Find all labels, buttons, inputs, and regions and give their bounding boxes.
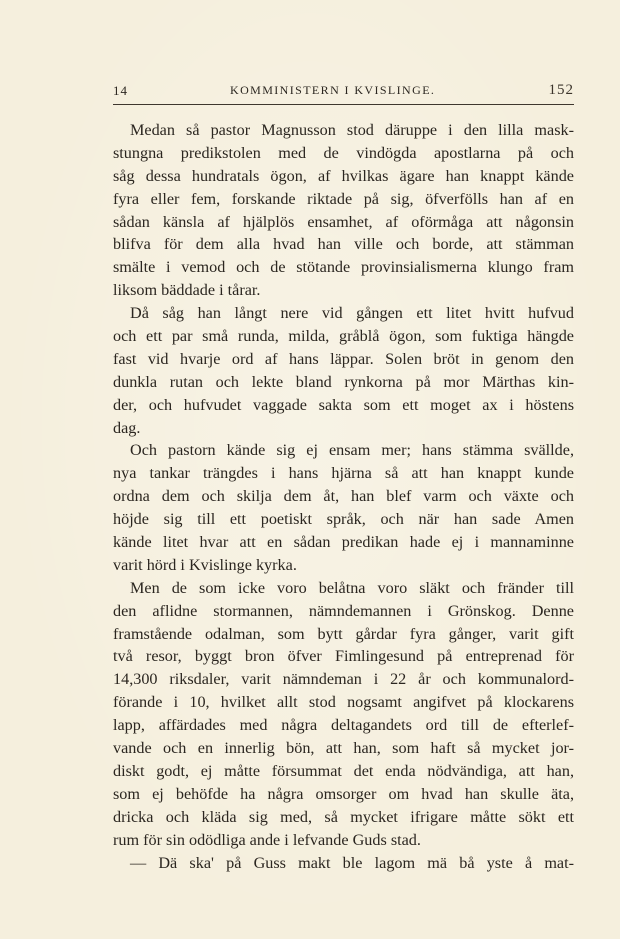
text-line: förande i 10, hvilket allt stod nogsamt angifvet på klockarens	[113, 693, 574, 712]
text-line: diskt godt, ej måtte försummat det enda nödvändiga, att han,	[113, 761, 574, 780]
text-line: två resor, byggt bron öfver Fimlingesund på entreprenad för	[113, 647, 574, 666]
running-header	[113, 82, 574, 104]
text-line: lapp, affärdades med några deltagandets ord till de efterlef-	[113, 716, 574, 735]
text-line: fast vid hvarje ord af hans läppar. Solen bröt in genom den	[113, 349, 574, 368]
text-line: höjde sig till ett poetiskt språk, och när han sade Amen	[113, 510, 574, 529]
text-line: såg dessa hundratals ögon, af hvilkas ägare han knappt kände	[113, 166, 574, 185]
text-line: sådan känsla af hjälplös ensamhet, af oförmåga att någonsin	[113, 212, 574, 231]
text-line: vande och en innerlig bön, att han, som haft så mycket jor-	[113, 739, 574, 758]
text-line: ordna dem och skilja dem åt, han blef varm och växte och	[113, 487, 574, 506]
running-title: KOMMINISTERN I KVISLINGE.	[230, 83, 436, 97]
text-line: der, och hufvudet vaggade sakta som ett moget ax i höstens	[113, 395, 574, 414]
text-line: blifva för dem alla hvad han ville och borde, att stämman	[113, 235, 574, 254]
text-line: smälte i vemod och de stötande provinsialismerna klungo fram	[113, 258, 574, 277]
text-line: dunkla rutan och lekte bland rynkorna på mor Märthas kin-	[113, 372, 574, 391]
text-line: liksom bäddade i tårar.	[113, 281, 261, 300]
text-line: som ej behöfde ha några omsorger om hvad han skulle äta,	[113, 784, 574, 803]
text-line: Då såg han långt nere vid gången ett litet hvitt hufvud	[130, 304, 574, 323]
text-line: dricka och kläda sig med, så mycket ifrigare måtte sökt ett	[113, 807, 574, 826]
page-number-left: 14	[113, 83, 128, 98]
header-rule	[113, 104, 574, 105]
text-line: varit hörd i Kvislinge kyrka.	[113, 555, 297, 574]
text-line: dag.	[113, 418, 141, 437]
text-line: kände litet hvar att en sådan predikan hade ej i mannaminne	[113, 533, 574, 552]
text-line: den aflidne stormannen, nämndemannen i Grönskog. Denne	[113, 601, 574, 620]
body-text	[113, 119, 574, 874]
text-line: Och pastorn kände sig ej ensam mer; hans stämma svällde,	[130, 441, 574, 460]
text-line: Men de som icke voro belåtna voro släkt och fränder till	[130, 578, 574, 597]
text-line: och ett par små runda, milda, gråblå ögon, som fuktiga hängde	[113, 327, 574, 346]
text-line: nya tankar trängdes i hans hjärna så att han knappt kunde	[113, 464, 574, 483]
text-line: fyra eller fem, forskande riktade på sig, öfverfölls han af en	[113, 189, 574, 208]
page-number-right: 152	[548, 82, 574, 98]
text-line: stungna predikstolen med de vindögda apostlarna på och	[113, 143, 574, 162]
text-line: Medan så pastor Magnusson stod däruppe i den lilla mask-	[130, 121, 574, 139]
text-line: 14,300 riksdaler, varit nämndeman i 22 år och kommunalord-	[113, 670, 574, 689]
text-line: — Dä ska' på Guss makt ble lagom mä bå yste å mat-	[130, 853, 574, 872]
text-line: rum för sin odödliga ande i lefvande Guds stad.	[113, 830, 421, 849]
text-line: framstående odalman, som bytt gårdar fyra gånger, varit gift	[113, 624, 574, 643]
